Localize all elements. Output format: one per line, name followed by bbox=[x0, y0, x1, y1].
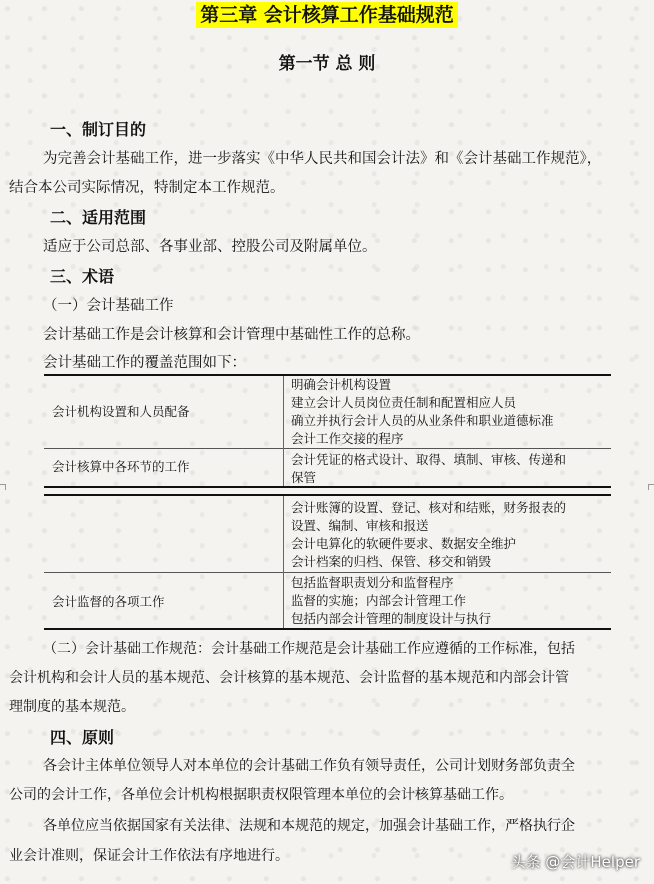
table-item: 会计电算化的软硬件要求、数据安全维护 bbox=[291, 536, 517, 551]
terms-sub-1: （一）会计基础工作 bbox=[43, 298, 174, 314]
principles-para-1-line-2: 公司的会计工作，各单位会计机构根据职责权限管理本单位的会计核算基础工作。 bbox=[9, 787, 513, 803]
table-item: 会计工作交接的程序 bbox=[291, 431, 404, 446]
table-item: 会计档案的归档、保管、移交和销毁 bbox=[291, 554, 492, 569]
coverage-intro: 会计基础工作的覆盖范围如下： bbox=[43, 355, 246, 371]
principles-para-1-line-1: 各会计主体单位领导人对本单位的会计基础工作负有领导责任，公司计划财务部负责全 bbox=[43, 758, 575, 774]
table-rule-bottom bbox=[44, 628, 611, 630]
watermark: 头条 @会计Helper bbox=[510, 853, 640, 871]
table-item: 包括内部会计管理的制度设计与执行 bbox=[291, 611, 492, 626]
table-rule bbox=[44, 486, 611, 488]
table-item: 明确会计机构设置 bbox=[291, 377, 392, 392]
terms-sub-2-line-1: （二）会计基础工作规范：会计基础工作规范是会计基础工作应遵循的工作标准，包括 bbox=[43, 641, 575, 657]
chapter-title: 第三章 会计核算工作基础规范 bbox=[196, 2, 458, 28]
section-title: 第一节 总 则 bbox=[278, 54, 376, 74]
purpose-line-2: 结合本公司实际情况，特制定本工作规范。 bbox=[9, 180, 285, 196]
table-rule bbox=[44, 494, 611, 496]
principles-para-2-line-2: 业会计准则，保证会计工作依法有序地进行。 bbox=[9, 848, 289, 864]
table-item: 设置、编制、审核和报送 bbox=[291, 518, 429, 533]
table-category: 会计机构设置和人员配备 bbox=[52, 404, 190, 419]
terms-heading: 三、术语 bbox=[50, 267, 115, 286]
margin-mark bbox=[0, 484, 6, 490]
table-item: 包括监督职责划分和监督程序 bbox=[291, 575, 454, 590]
table-item: 建立会计人员岗位责任制和配置相应人员 bbox=[291, 395, 517, 410]
principles-heading: 四、原则 bbox=[50, 728, 115, 747]
table-divider bbox=[283, 496, 284, 628]
table-rule bbox=[44, 572, 611, 573]
terms-definition: 会计基础工作是会计核算和会计管理中基础性工作的总称。 bbox=[43, 327, 420, 343]
table-item: 会计凭证的格式设计、取得、填制、审核、传递和 bbox=[291, 452, 567, 467]
purpose-heading: 一、制订目的 bbox=[50, 120, 147, 139]
terms-sub-2-line-2: 会计机构和会计人员的基本规范、会计核算的基本规范、会计监督的基本规范和内部会计管 bbox=[9, 670, 569, 686]
table-item: 保管 bbox=[291, 470, 317, 485]
scope-text: 适应于公司总部、各事业部、控股公司及附属单位。 bbox=[43, 239, 377, 255]
table-item: 监督的实施；内部会计管理工作 bbox=[291, 593, 467, 608]
table-item: 确立并执行会计人员的从业条件和职业道德标准 bbox=[291, 413, 554, 428]
table-divider bbox=[283, 376, 284, 486]
scope-heading: 二、适用范围 bbox=[50, 208, 147, 227]
table-category: 会计监督的各项工作 bbox=[52, 594, 165, 609]
table-category: 会计核算中各环节的工作 bbox=[52, 459, 190, 474]
table-rule bbox=[44, 448, 611, 449]
margin-mark bbox=[648, 484, 654, 490]
chapter-title-wrap bbox=[0, 2, 654, 28]
principles-para-2-line-1: 各单位应当依据国家有关法律、法规和本规范的规定，加强会计基础工作，严格执行企 bbox=[43, 818, 575, 834]
terms-sub-2-line-3: 理制度的基本规范。 bbox=[9, 699, 135, 715]
purpose-line-1: 为完善会计基础工作，进一步落实《中华人民共和国会计法》和《会计基础工作规范》， bbox=[43, 151, 602, 167]
table-item: 会计账簿的设置、登记、核对和结账，财务报表的 bbox=[291, 500, 567, 515]
